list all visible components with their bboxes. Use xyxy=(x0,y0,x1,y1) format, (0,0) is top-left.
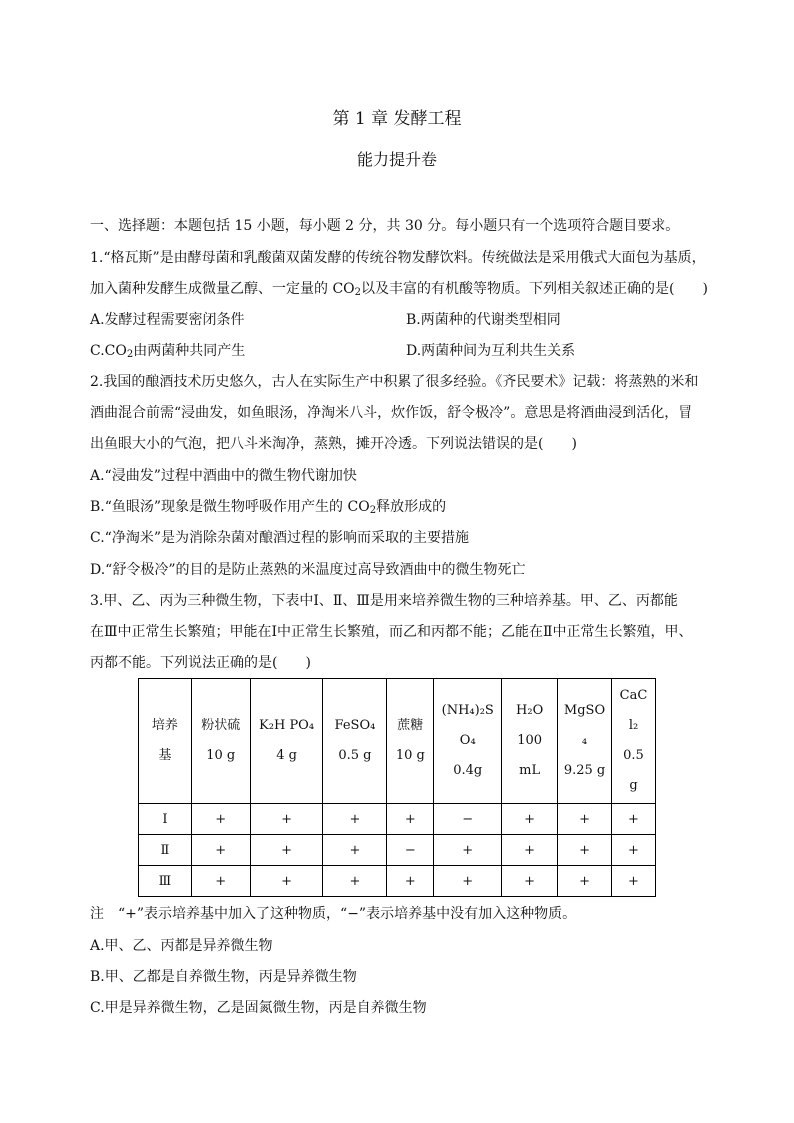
table-cell: + xyxy=(191,804,250,835)
table-header-text: ₄ xyxy=(581,733,588,748)
table-header-text: 0.5 g xyxy=(338,748,372,763)
medium-label-cell: Ⅱ xyxy=(139,835,192,866)
table-header-cell xyxy=(612,679,656,804)
table-header-text: mL xyxy=(519,763,541,778)
table-header-row xyxy=(139,679,656,804)
table-cell: + xyxy=(434,866,502,897)
table-cell: + xyxy=(387,866,434,897)
q2-option-d: D.“舒令极冷”的目的是防止蒸熟的米温度过高导致酒曲中的微生物死亡 xyxy=(90,562,526,578)
section-header: 一、选择题：本题包括 15 小题，每小题 2 分，共 30 分。每小题只有一个选项符合题目要求。 xyxy=(90,218,680,234)
q3-option-a: A.甲、乙、丙都是异养微生物 xyxy=(90,938,273,954)
table-cell: + xyxy=(558,835,612,866)
q2-stem-line1: 2.我国的酿酒技术历史悠久，古人在实际生产中积累了很多经验。《齐民要术》记载：将蒸熟的米和 xyxy=(90,374,699,390)
q2-stem-line3: 出鱼眼大小的气泡，把八斗米淘净，蒸熟，摊开冷透。下列说法错误的是( ) xyxy=(90,436,577,452)
q2-option-c: C.“净淘米”是为消除杂菌对酿酒过程的影响而采取的主要措施 xyxy=(90,530,469,546)
chapter-title: 第 1 章 发酵工程 xyxy=(332,109,462,129)
table-header-text: O₄ xyxy=(459,733,476,748)
q2-option-b: B.“鱼眼汤”现象是微生物呼吸作用产生的 $CO_2$释放形成的 xyxy=(90,499,447,516)
culture-media-table xyxy=(138,678,656,897)
table-header-text: 4 g xyxy=(276,748,297,763)
table-cell: + xyxy=(191,866,250,897)
q2-option-a: A.“浸曲发”过程中酒曲中的微生物代谢加快 xyxy=(90,468,357,484)
q1-option-a: A.发酵过程需要密闭条件 xyxy=(90,312,245,328)
table-cell: + xyxy=(323,804,387,835)
medium-label-cell: Ⅲ xyxy=(139,866,192,897)
table-header-text: l₂ xyxy=(628,718,639,733)
table-header-cell xyxy=(387,679,434,804)
table-header-text: 10 g xyxy=(206,748,236,763)
table-header-text: FeSO₄ xyxy=(334,718,376,733)
q1-stem-line2: 加入菌种发酵生成微量乙醇、一定量的 $CO_2$以及丰富的有机酸等物质。下列相关叙述正确的是( ) xyxy=(90,281,708,298)
table-header-text: 0.5 xyxy=(623,748,644,763)
q3-stem-line2: 在Ⅲ中正常生长繁殖；甲能在Ⅰ中正常生长繁殖，而乙和丙都不能；乙能在Ⅱ中正常生长繁殖，甲、 xyxy=(90,624,693,640)
medium-label-cell: Ⅰ xyxy=(139,804,192,835)
q2-stem-line2: 酒曲混合前需“浸曲发，如鱼眼汤，净淘米八斗，炊作饭，舒令极冷”。意思是将酒曲浸到活化，冒 xyxy=(90,405,693,421)
page-subtitle: 能力提升卷 xyxy=(356,150,437,169)
q3-option-b: B.甲、乙都是自养微生物，丙是异养微生物 xyxy=(90,969,357,985)
table-row xyxy=(139,866,656,897)
table-header-cell xyxy=(502,679,558,804)
q3-stem-line3: 丙都不能。下列说法正确的是( ) xyxy=(90,655,311,671)
table-cell: − xyxy=(434,804,502,835)
table-cell: + xyxy=(250,835,323,866)
q1-option-b: B.两菌种的代谢类型相同 xyxy=(406,312,561,328)
q3-option-c: C.甲是异养微生物，乙是固氮微生物，丙是自养微生物 xyxy=(90,1000,427,1016)
table-header-text: MgSO xyxy=(563,703,606,718)
table-row xyxy=(139,804,656,835)
table-cell: + xyxy=(558,866,612,897)
table-header-text: g xyxy=(629,778,638,793)
table-cell: + xyxy=(558,804,612,835)
table-header-cell xyxy=(191,679,250,804)
table-cell: + xyxy=(502,804,558,835)
table-header-text: 0.4g xyxy=(453,763,483,778)
table-cell: − xyxy=(387,835,434,866)
q3-stem-line1: 3.甲、乙、丙为三种微生物，下表中Ⅰ、Ⅱ、Ⅲ是用来培养微生物的三种培养基。甲、乙、丙都能 xyxy=(90,593,678,609)
table-header-cell xyxy=(434,679,502,804)
table-header-text: (NH₄)₂S xyxy=(441,703,494,718)
table-cell: + xyxy=(323,866,387,897)
table-cell: + xyxy=(434,835,502,866)
table-header-cell xyxy=(558,679,612,804)
table-header-text: 100 xyxy=(517,733,543,748)
table-header-cell xyxy=(323,679,387,804)
table-header-cell xyxy=(250,679,323,804)
table-cell: + xyxy=(191,835,250,866)
table-header-text: K₂H PO₄ xyxy=(259,718,315,733)
table-header-text: 10 g xyxy=(395,748,425,763)
q1-option-d: D.两菌种间为互利共生关系 xyxy=(406,343,576,359)
table-cell: + xyxy=(612,866,656,897)
table-cell: + xyxy=(502,866,558,897)
table-note: 注 “+”表示培养基中加入了这种物质，“−”表示培养基中没有加入这种物质。 xyxy=(90,906,577,922)
table-cell: + xyxy=(387,804,434,835)
table-cell: + xyxy=(323,835,387,866)
table-header-text: CaC xyxy=(619,688,648,703)
q1-option-c: $C.CO_2$由两菌种共同产生 xyxy=(90,343,246,360)
table-header-text: 9.25 g xyxy=(563,763,606,778)
table-header-text: 基 xyxy=(158,748,172,763)
table-cell: + xyxy=(502,835,558,866)
table-row xyxy=(139,835,656,866)
q1-stem-line1: 1.“格瓦斯”是由酵母菌和乳酸菌双菌发酵的传统谷物发酵饮料。传统做法是采用俄式大面包为基质， xyxy=(90,250,706,266)
table-cell: + xyxy=(612,835,656,866)
table-header-text: 蔗糖 xyxy=(397,718,424,733)
table-cell: + xyxy=(250,804,323,835)
table-header-cell xyxy=(139,679,192,804)
table-cell: + xyxy=(612,804,656,835)
table-header-text: 粉状硫 xyxy=(201,718,241,733)
table-header-text: 培养 xyxy=(151,718,178,733)
table-header-text: H₂O xyxy=(516,703,544,718)
table-cell: + xyxy=(250,866,323,897)
